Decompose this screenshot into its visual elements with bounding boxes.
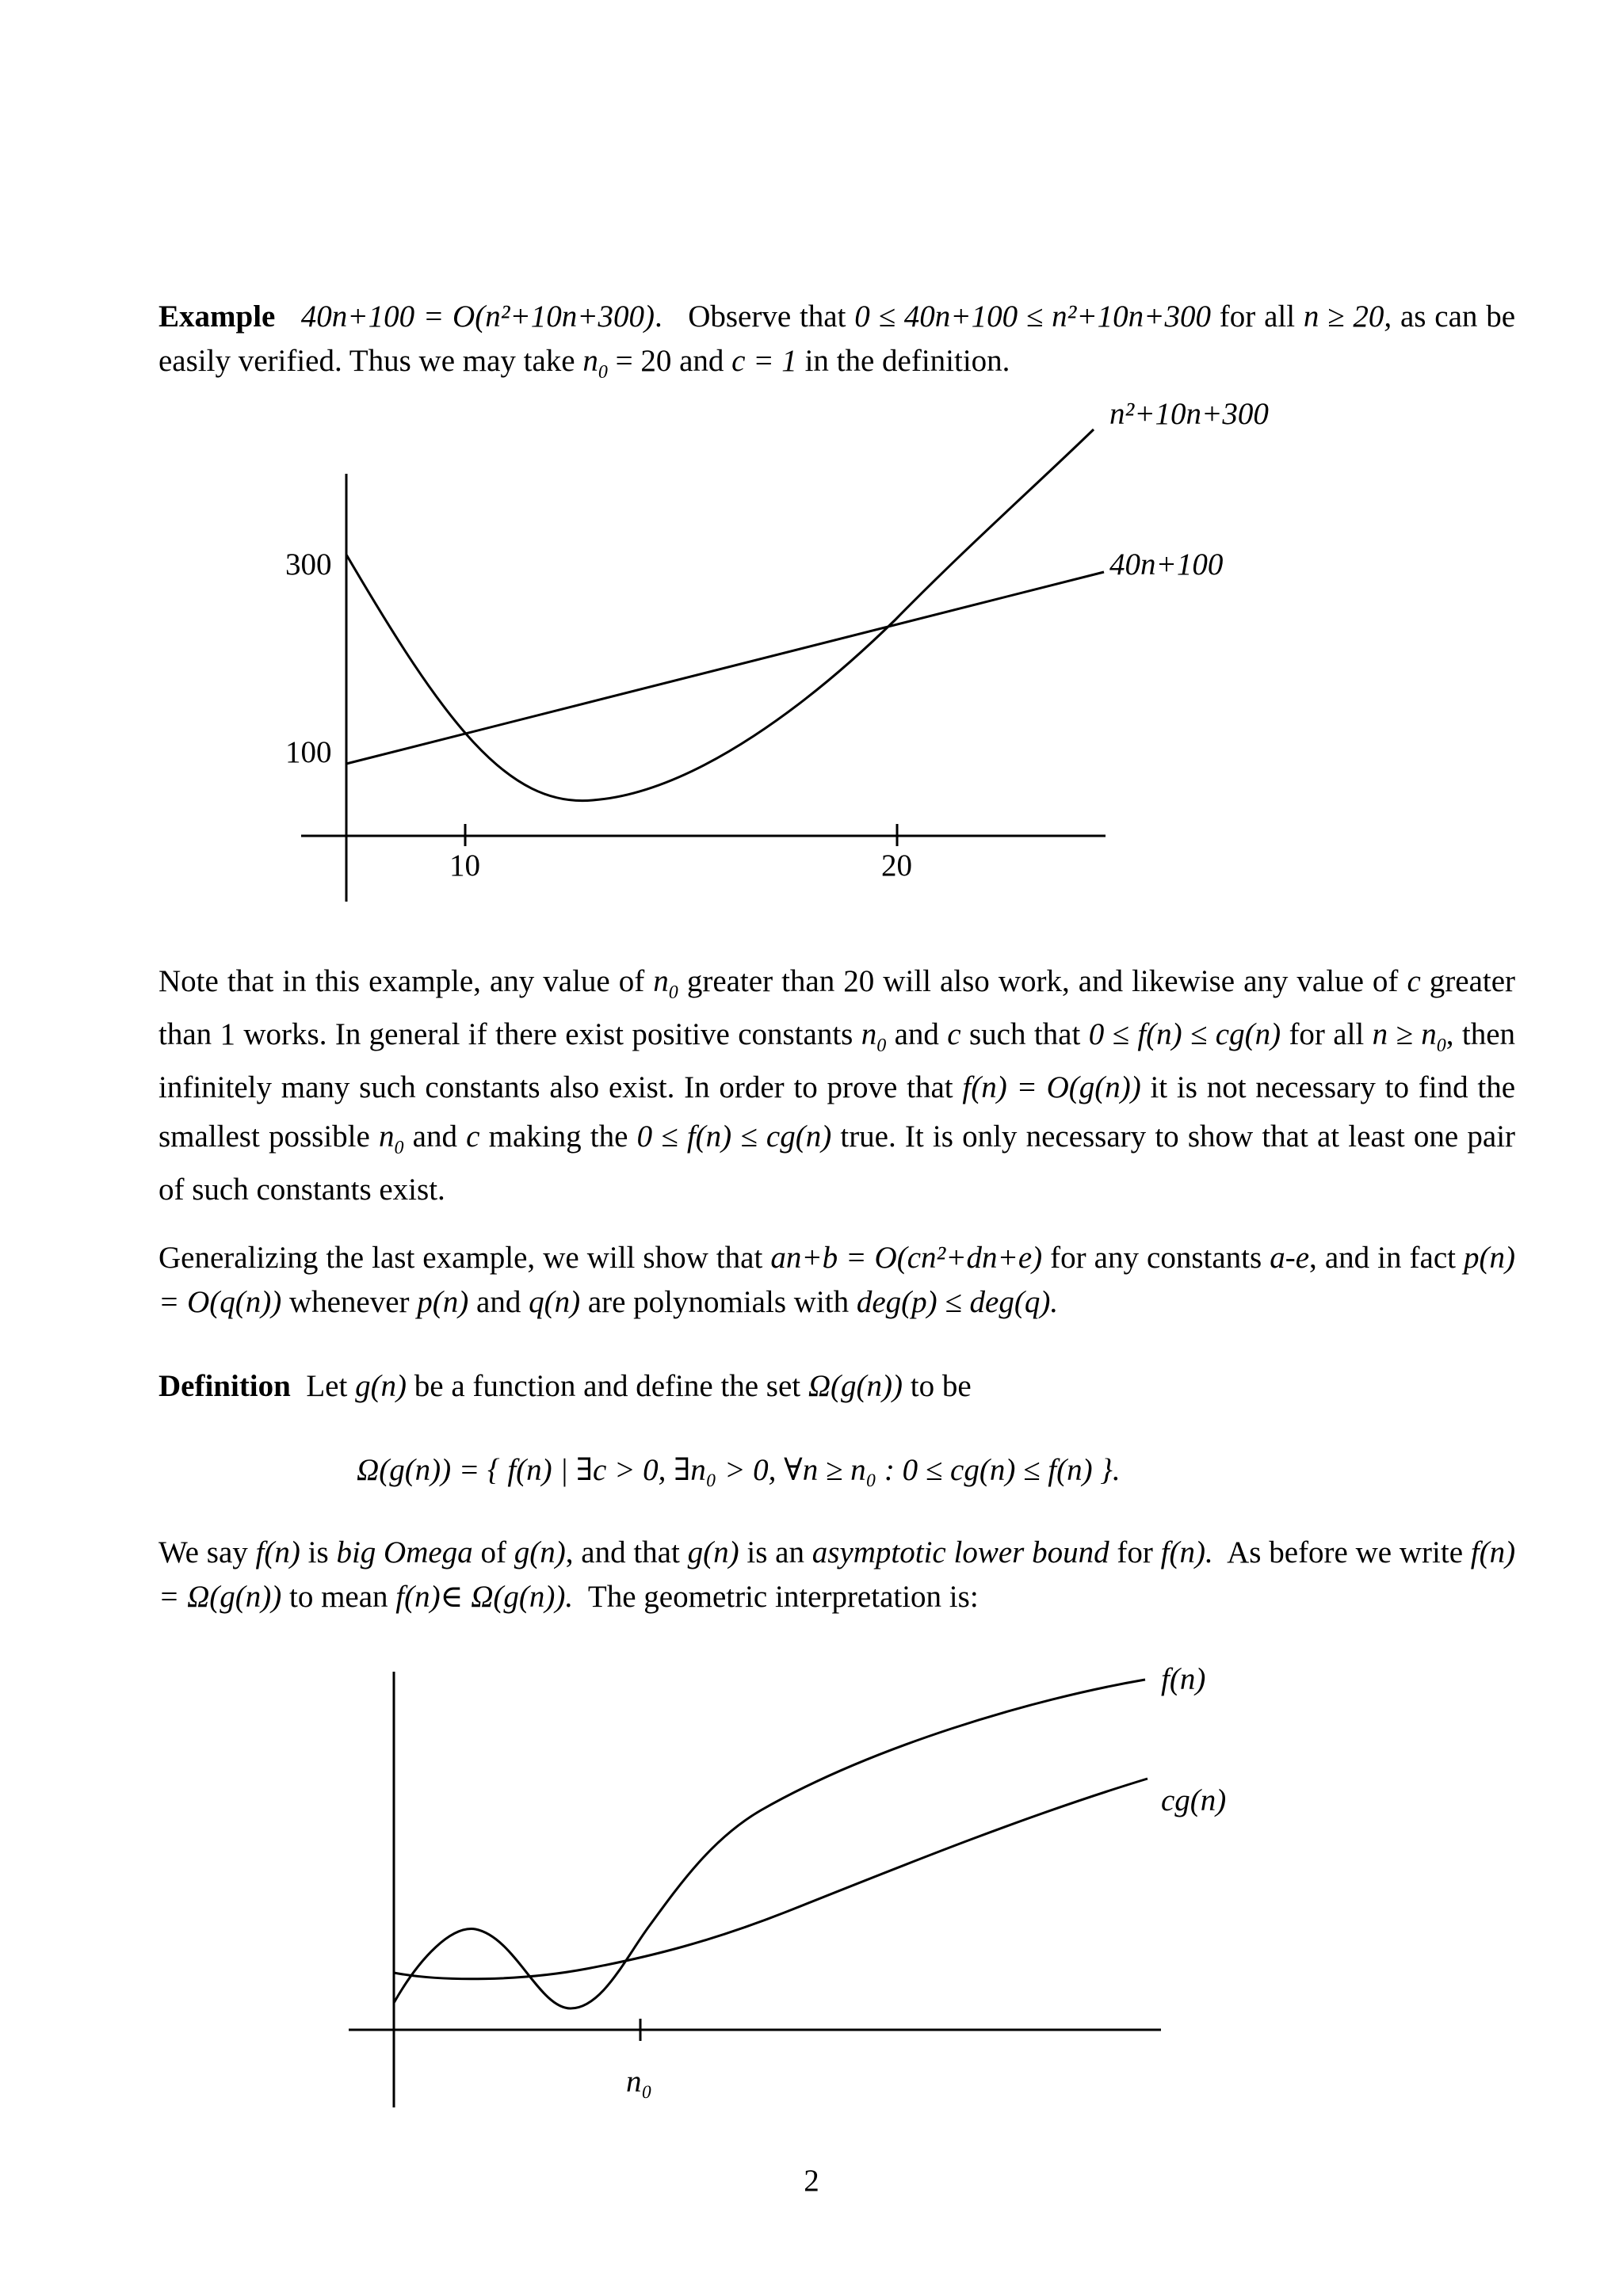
- general-pq: p(n) = O(q(n)): [158, 1241, 1516, 1319]
- fig1-label-quadratic: n²+10n+300: [1109, 397, 1269, 431]
- note-inequality-1: 0 ≤ f(n) ≤ cg(n): [1088, 1017, 1281, 1051]
- note-big-o: f(n) = O(g(n)): [962, 1070, 1141, 1104]
- example-label: Example: [158, 299, 276, 334]
- we-say-text-6: for: [1117, 1535, 1153, 1569]
- general-text-5: and: [476, 1285, 521, 1319]
- note-text-10: making the: [488, 1119, 628, 1154]
- c-symbol: c: [947, 1017, 961, 1051]
- fig2-xtick-n0: n₀: [626, 2065, 653, 2099]
- note-text-3: greater than 1 works. In general if there exist positive constants: [158, 964, 1516, 1051]
- example-line2: as can be easily verified. Thus we may take: [158, 299, 1516, 378]
- observe-inequality: 0 ≤ 40n+100 ≤ n²+10n+300: [854, 299, 1211, 334]
- omega-set-equation: Ω(g(n)) = { f(n) | ∃c > 0, ∃n₀ > 0, ∀n ≥ n₀ : 0 ≤ cg(n) ≤ f(n) }.: [357, 1453, 1121, 1487]
- we-say-text-7: As before we write: [1227, 1535, 1464, 1569]
- general-degree: deg(p) ≤ deg(q).: [856, 1285, 1059, 1319]
- general-range: a-e: [1270, 1241, 1310, 1275]
- n0-symbol: $n_0$: [582, 344, 608, 383]
- note-text-1: Note that in this example, any value of: [158, 964, 645, 998]
- general-text-3: , and in fact: [1309, 1241, 1456, 1275]
- we-say-eq2: f(n)∈ Ω(g(n)).: [395, 1580, 574, 1614]
- we-say-gn: g(n): [514, 1535, 566, 1569]
- note-text-6: for all: [1289, 1017, 1365, 1051]
- fig2-label-f: f(n): [1161, 1662, 1206, 1696]
- we-say-gn2: g(n): [687, 1535, 739, 1569]
- c-value: c = 1: [731, 344, 797, 378]
- general-text-2: for any constants: [1050, 1241, 1262, 1275]
- note-text-11: true. It is only necessary to show that at least one pair of such constants exist.: [158, 1119, 1516, 1207]
- and-text: and: [679, 344, 724, 378]
- fig1-ytick-300: 300: [285, 547, 332, 582]
- we-say-text-5: is an: [747, 1535, 804, 1569]
- general-equation: an+b = O(cn²+dn+e): [770, 1241, 1043, 1275]
- n0-symbol: $n_0$: [379, 1119, 404, 1158]
- n0-value: = 20: [615, 344, 672, 378]
- we-say-text-3: of: [480, 1535, 506, 1569]
- note-inequality-2: 0 ≤ f(n) ≤ cg(n): [636, 1119, 832, 1154]
- fig2-f-curve: [394, 1680, 1145, 2008]
- general-text-1: Generalizing the last example, we will show that: [158, 1241, 763, 1275]
- observe-lead: Observe that: [688, 299, 846, 334]
- c-symbol: c: [466, 1119, 480, 1154]
- we-say-text-9: The geometric interpretation is:: [587, 1580, 979, 1614]
- definition-text-2: be a function and define the set: [414, 1369, 801, 1403]
- fig1-ytick-100: 100: [285, 735, 332, 769]
- example-line2-end: in the definition.: [804, 344, 1010, 378]
- we-say-text-2: is: [307, 1535, 329, 1569]
- big-omega-term: big Omega: [336, 1535, 473, 1569]
- c-symbol: c: [1407, 964, 1421, 998]
- fig1-label-linear: 40n+100: [1109, 547, 1224, 582]
- we-say-text-1: We say: [158, 1535, 248, 1569]
- n-ge-n0: $n \ge n_0$: [1372, 1017, 1446, 1056]
- general-pn: p(n): [417, 1285, 469, 1319]
- n0-symbol: $n_0$: [861, 1017, 887, 1056]
- we-say-text-4: , and that: [565, 1535, 680, 1569]
- fig2-label-cg: cg(n): [1161, 1783, 1227, 1817]
- page-number: 2: [804, 2164, 819, 2198]
- general-qn: q(n): [529, 1285, 581, 1319]
- definition-text-3: to be: [910, 1369, 972, 1403]
- fig1-xtick-20: 20: [881, 849, 912, 883]
- general-text-4: whenever: [288, 1285, 410, 1319]
- n0-symbol: $n_0$: [653, 964, 678, 1003]
- we-say-eq1: f(n) = Ω(g(n)): [158, 1535, 1516, 1614]
- note-text-2: greater than 20 will also work, and likewise any value of: [686, 964, 1399, 998]
- we-say-fn: f(n): [255, 1535, 300, 1569]
- general-text-6: are polynomials with: [587, 1285, 850, 1319]
- we-say-fn2: f(n).: [1160, 1535, 1213, 1569]
- note-text-9: and: [412, 1119, 457, 1154]
- note-text-5: such that: [968, 1017, 1081, 1051]
- we-say-text-8: to mean: [288, 1580, 388, 1614]
- n-condition: n ≥ 20,: [1303, 299, 1392, 334]
- note-text-8: it is not necessary to find the smallest possible: [158, 1070, 1516, 1154]
- example-paragraph: Example 40n+100 = O(n²+10n+300). Observe that 0 ≤ 40n+100 ≤ n²+10n+300 for all n ≥ 20, as can be easily verified. Thus we may take $n_0 = 20$ and c = 1 in the definition.: [158, 299, 1516, 383]
- definition-omega: Ω(g(n)): [808, 1369, 903, 1403]
- definition-gn: g(n): [355, 1369, 407, 1403]
- asymptotic-lower-bound-term: asymptotic lower bound: [812, 1535, 1109, 1569]
- note-text-4: and: [894, 1017, 939, 1051]
- definition-label: Definition: [158, 1369, 291, 1403]
- note-text-7: , then infinitely many such constants also exist. In order to prove that: [158, 1017, 1516, 1104]
- definition-text-1: Let: [306, 1369, 348, 1403]
- fig1-xtick-10: 10: [449, 849, 480, 883]
- for-all-text: for all: [1219, 299, 1296, 334]
- example-claim: 40n+100 = O(n²+10n+300): [300, 299, 655, 334]
